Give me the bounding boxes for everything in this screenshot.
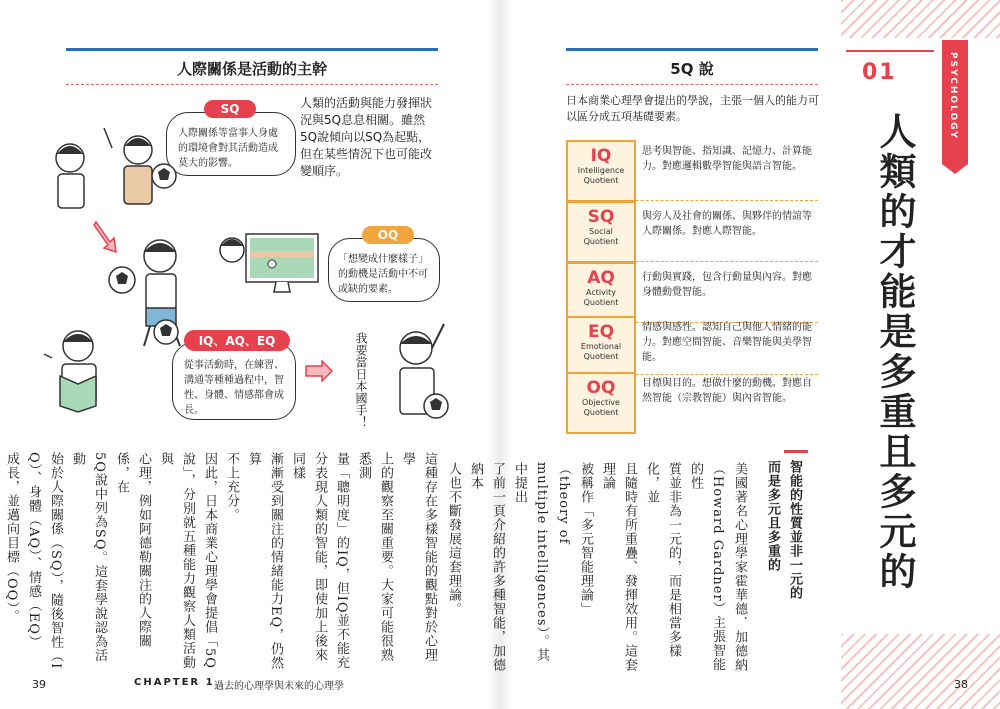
q-item-aq [566,262,818,320]
left-section-title: 人際關係是活動的主幹 [176,60,327,78]
right-page-number: 38 [954,678,968,691]
side-rule [846,50,934,52]
q-item-sq [566,201,818,259]
body-col: Q）、身體（AQ）、情感（EQ） [26,452,41,649]
subheading-accent [784,450,808,453]
oq-tag: OQ [362,226,414,244]
body-col: 質並非為一元的，而是相當多樣化，並 [644,462,681,658]
body-col: 分表現人類的智能，即使加上後來同樣 [290,452,327,662]
right-header-line [566,48,818,51]
body-col: 量「聰明度」的IQ，但IQ並不能充 [334,452,349,670]
footer-chapter: CHAPTER 1 [134,677,215,688]
q-item-iq [566,140,818,198]
q-desc: 目標與目的。想做什麼的動機。對應自然智能（宗教智能）與內省智能。 [642,378,812,404]
shout-text: 我要當日本國手！ [354,332,368,428]
q-code-box [566,316,636,378]
body-col: 5Q說中列為SQ。這套學說認為活動 [70,452,107,663]
q-name: Quotient [583,352,619,361]
body-col: 成長，並邁向目標（OQ）。 [4,452,19,623]
side-stripe-bottom [841,634,1000,709]
q-desc: 與旁人及社會的關係、與夥伴的情誼等人際關係。對應人際智能。 [642,211,812,237]
tv-illustration [218,226,322,298]
q-item-eq [566,316,818,374]
body-col: multiple intelligences）。其中提出 [512,462,549,662]
category-label: PSYCHOLOGY [948,52,958,140]
left-page-number: 39 [32,678,46,691]
body-col: 人也不斷發展這套理論。 [446,462,461,616]
subheading-line-2: 而是多元且多重的 [765,460,780,572]
right-header-divider [566,84,818,85]
q-code: IQ [590,146,612,166]
arrow-right-icon [304,360,334,382]
q-name: Objective [582,398,620,407]
body-col: 說」，分別就五種能力觀察人類活動與 [158,452,195,670]
q-desc: 情感與感性。認知自己與他人情緒的能力。對應空間智能、音樂智能與美學智能。 [642,322,812,363]
right-section-title: 5Q 說 [670,60,714,78]
oq-bubble-text: 「想變成什麼樣子」的動機是活動中不可或缺的要素。 [338,254,428,295]
q-name: Emotional [580,342,622,351]
body-col: 不上充分。 [224,452,239,522]
body-col: 上的觀察至關重要。大家可能很熟悉測 [356,452,393,662]
left-intro-text: 人類的活動與能力發揮狀況與5Q息息相關。雖然5Q說傾向以SQ為起點，但在某些情況下也可能改變順序。 [300,96,433,178]
subheading-line-1: 智能的性質並非一元的 [787,460,802,600]
body-col: 且隨時有所重疊、發揮效用。這套理論 [600,462,637,672]
body-col: 漸漸受到關注的情緒能力EQ，仍然算 [246,452,283,671]
body-col: 這種存在多樣智能的觀點對於心理學 [400,452,437,662]
iq-aq-eq-tag: IQ、AQ、EQ [184,330,290,351]
footer-chapter-title: 過去的心理學與未來的心理學 [214,681,344,692]
cheering-boy-illustration [374,318,454,422]
body-col: 始於人際關係（SQ），隨後智性（I [48,452,63,670]
q-code-box [566,262,636,324]
q-name: Social [589,227,613,236]
big-title: 人類的才能是多重且多元的 [873,112,916,592]
q-name: Activity [586,288,616,297]
q-code-box [566,140,636,202]
right-intro-text: 日本商業心理學會提出的學說，主張一個人的能力可以區分成五項基礎要素。 [566,94,819,123]
body-col: 心理，例如阿德勒關注的人際關係，在 [114,452,151,648]
left-body-text [4,452,440,672]
iq-aq-eq-bubble-text: 從事活動時，在練習、溝通等種種過程中，智性、身體、情感都會成長。 [184,360,284,416]
q-name: Quotient [583,237,619,246]
q-name: Quotient [583,176,619,185]
kids-illustration-top [42,124,182,214]
body-col: 被稱作「多元智能理論」（theory of [556,462,593,616]
reading-boy-illustration [38,324,118,416]
left-header-divider [66,84,438,85]
body-col: 了前一頁介紹的許多種智能，加德納本 [468,462,505,672]
sq-tag: SQ [204,100,256,118]
body-col: （Howard Gardner）主張智能的性 [688,462,725,672]
q-name: Quotient [583,298,619,307]
q-code: SQ [587,207,615,227]
side-stripe-top [841,0,1000,38]
sq-bubble-text: 人際關係等當事人身處的環境會對其活動造成莫大的影響。 [178,128,278,169]
right-body-text [446,462,750,672]
chapter-number: 01 [862,60,897,85]
q-item-oq [566,372,818,430]
q-code: OQ [586,378,616,398]
q-name: Intelligence [577,166,625,175]
q-name: Quotient [583,408,619,417]
body-col: 美國著名心理學家霍華德．加德納 [732,462,747,672]
category-tab-point [942,164,968,174]
body-col: 因此，日本商業心理學會提倡「5Q [202,452,217,669]
q-code: AQ [587,268,615,288]
q-desc: 思考與智能、指知識、記憶力、計算能力。對應邏輯數學智能與語言智能。 [642,146,812,172]
q-code: EQ [587,322,615,342]
left-header-line [66,48,438,51]
q-code-box [566,372,636,434]
q-desc: 行動與實踐，包含行動量與內容。對應身體動覺智能。 [642,272,812,298]
q-code-box [566,201,636,263]
